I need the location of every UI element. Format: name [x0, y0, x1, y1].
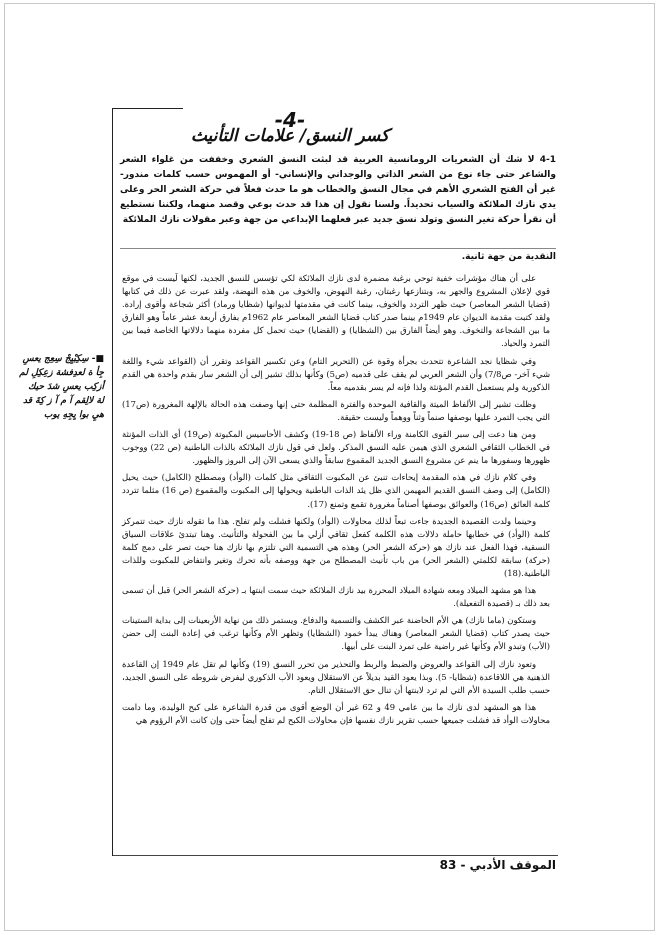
body-paragraph-7: هذا هو مشهد الميلاد ومعه شهادة الميلاد المحررة بيد نازك الملائكة حيث سمت ابنتها بـ (حركة الشعر الحر) قبل أن تسمى بعد ذلك بـ (قصيدة التفعيلة).	[122, 585, 550, 609]
body-paragraph-1: على أن هناك مؤشرات خفية توحي برغبة مضمرة لدى نازك الملائكة لكي تؤسس للنسق الجديد، لكنها لَيست في موقع قوي لإعلان المشروع والجهر به، وبتنازعها رغبتان، رغبة النهوض، والخوف من هذه النهضة، ولقد عبرت عن ذلك في كتابها (قضايا الشعر المعاصر) حيث ظهر التردد والخوف، بينما كانت في مقدمتها لديوانها (شظايا ورماد) أكثر شجاعة وأقوى إرادة. ولقد كتبت مقدمة الديوان عام 1949م بينما صدر كتاب قضايا الشعر المعاصر عام 1962م بفارق أربعة عشر عاماً وهو الفارق ما بين الشجاعة والتخوف. وهو أيضاً الفارق بين (الشظايا) و (القضايا) حيث تحمل كل مفردة منهما دلالاتها الخاصة فيما بين التمرد والحياد.	[122, 273, 550, 349]
chapter-title: كسر النسق/ علامات التأنيث	[190, 126, 390, 146]
margin-pullquote: ■- سِكِبْيِجْ سِعِج يعسِ جِأ ة لعدِفشة زعِكِلِ لم أزكِب يعسِ شدَ حيك لة لالِقم آ م آ ز كِةَ قد هيِ بوا يِجِهِ يوب	[19, 354, 104, 420]
body-paragraph-10: هذا هو المشهد لدى نازك ما بين عامي 49 و 62 غير أن الوضع أقوى من قدرة الشاعرة على كبح الوليدة، وما دامت محاولات الوأد قد فشلت جميعها حسب تقرير نازك نفسها فإن محاولات الكبح لم تفلح أيضاً حتى وإن كانت الأم الرؤوم هي	[122, 701, 550, 725]
section-divider	[120, 248, 556, 249]
body-paragraph-6: وحينما ولدت القصيدة الجديدة جاءت تبعاً لذلك محاولات (الوأد) ولكنها فشلت ولم تفلح. هذا ما تقوله نازك حيث تتمركز كلمة (الوأد) في خطابها حاملة دلالات هذه الكلمة كفعل ثقافي أزلي ما بين الفحولة والتأنيث. وهنا تبتدئ علاقات السياق النسقية، فهذا الفعل عند نازك هو (حركة الشعر الحر) وهذه هي التسمية التي تلتزم بها نازك هنا حيث تصر على دمج كلمة (حركة) سابقة لكلمتي (الشعر الحر) من باب تأنيث المصطلح من جهة ووصفه بأنه تحرك وتغير وانتفاض للمكبوت وللذات الباطنية.(18)	[122, 515, 550, 578]
article-body	[122, 272, 550, 731]
body-paragraph-4: ومن هنا دعت إلى سبر القوى الكامنة وراء الألفاظ (ص 18-19) وكشف الأحاسيس المكبوتة (ص19) أي الذات المؤنثة في الخطاب الثقافي الشعري الذي هيمن عليه النسق المذكر. ولعل في قول نازك الملائكة بالذات الباطنية (ص 22) ووجوب ظهورها وسفورها ما ينم عن مشروع النسق الجديد المقموع سابقاً والذي يسعى الآن إلى البروز والظهور.	[122, 429, 551, 466]
body-paragraph-5: وفي كلام نازك في هذه المقدمة إيحاءات تنبئ عن المكبوت الثقافي مثل كلمات (الوأد) ومصطلح (الكامل) حيث يحيل (الكامل) إلى وصف النسق القديم المهيمن الذي ظل يئد الذات الباطنية ويحولها إلى المكبوت والمقموع (ص 16) مثلما تتردد كلمة العائق (ص16) والعوائق بوصفها أصناماً مغرورة تقمع وتمنع (17).	[122, 472, 550, 509]
page-footer: الموقف الأدبي - 83	[439, 858, 556, 872]
top-horizontal-rule	[113, 108, 183, 109]
body-paragraph-8: وستكون (ماما نازك) هي الأم الحاضنة عبر الكشف والتسمية والدفاع. ويستمر ذلك من نهاية الأربعينات إلى بداية الستينات حيث يصدر كتاب (قضايا الشعر المعاصر) وهناك يبدأ خمود (الشظايا) وتظهر الأم وكأنها ترغب في إعادة البنت إلى حضن (الأب) وتبدو الأم وكأنها غير راضية على تمرد البنت على أبيها.	[122, 615, 550, 652]
left-vertical-rule	[112, 108, 113, 856]
body-paragraph-3: وظلت تشير إلى الألفاظ الميتة والقافية الموحدة والفترة المظلمة حتى إنها وصفت هذه الحالة بالإلهة المغرورة (ص17) التي يجب التمرد عليها بوصفها صنماً وثناً ووهماً وليست حقيقة.	[122, 398, 550, 422]
section-subheading: النقدية من جهة ثانية.	[461, 252, 556, 262]
body-paragraph-2: وفي شظايا نجد الشاعرة تتحدث بجرأة وقوة عن (التحرير التام) وعن تكسير القواعد وتقرر أن (القواعد شيء واللغة شيء آخر- ص7/8) وأن الشعر العربي لم يقف على قدميه (ص5) وكأنها بذلك تشير إلى أن الشعر سار بقدم واحدة هي القدم الذكورية ولم يستعمل القدم المؤنثة ولذا فإنه لم يسر بقدميه معاً.	[122, 355, 551, 392]
footer-rule	[113, 855, 558, 856]
body-paragraph-9: وتعود نازك إلى القواعد والعروض والضبط والربط والتحذير من تحرر النسق (19) وكأنها لم تقل عام 1949 إن القاعدة الذهنية هي اللاقاعدة (شظايا- 5). وبذا يعود القيد بديلاً عن الاستقلال ويعود الأب الذكوري ليفرض شروطه على النسق الجديد، حسب طلب السيدة الأم التي لم ترد لابنتها أن تنال حق الاستقلال التام.	[122, 658, 550, 695]
chapter-number: -4-	[274, 108, 306, 132]
intro-paragraph: 4-1 لا شك أن الشعريات الرومانسية العربية قد لبثت النسق الشعري وخففت من غلواء الشعر والشاعر حتى جاء نوع من الشعر الذاتي والوجداني والإنساني- أو المهموس حسب كلمات مندور- غير أن الفتح الشعري الأهم في مجال النسق والخطاب هو ما حدث فعلاً في حركة الشعر الحر وعلى يدي نازك الملائكة والسياب تحديداً. ولسنا نقول إن هذا قد حدث بوعي وقصد منهما، ولكننا نستطيع أن نقرأ حركة تغير النسق وتولد نسق جديد عبر فعلهما الإبداعي من جهة وعبر مقولات نازك الملائكة	[120, 155, 556, 225]
